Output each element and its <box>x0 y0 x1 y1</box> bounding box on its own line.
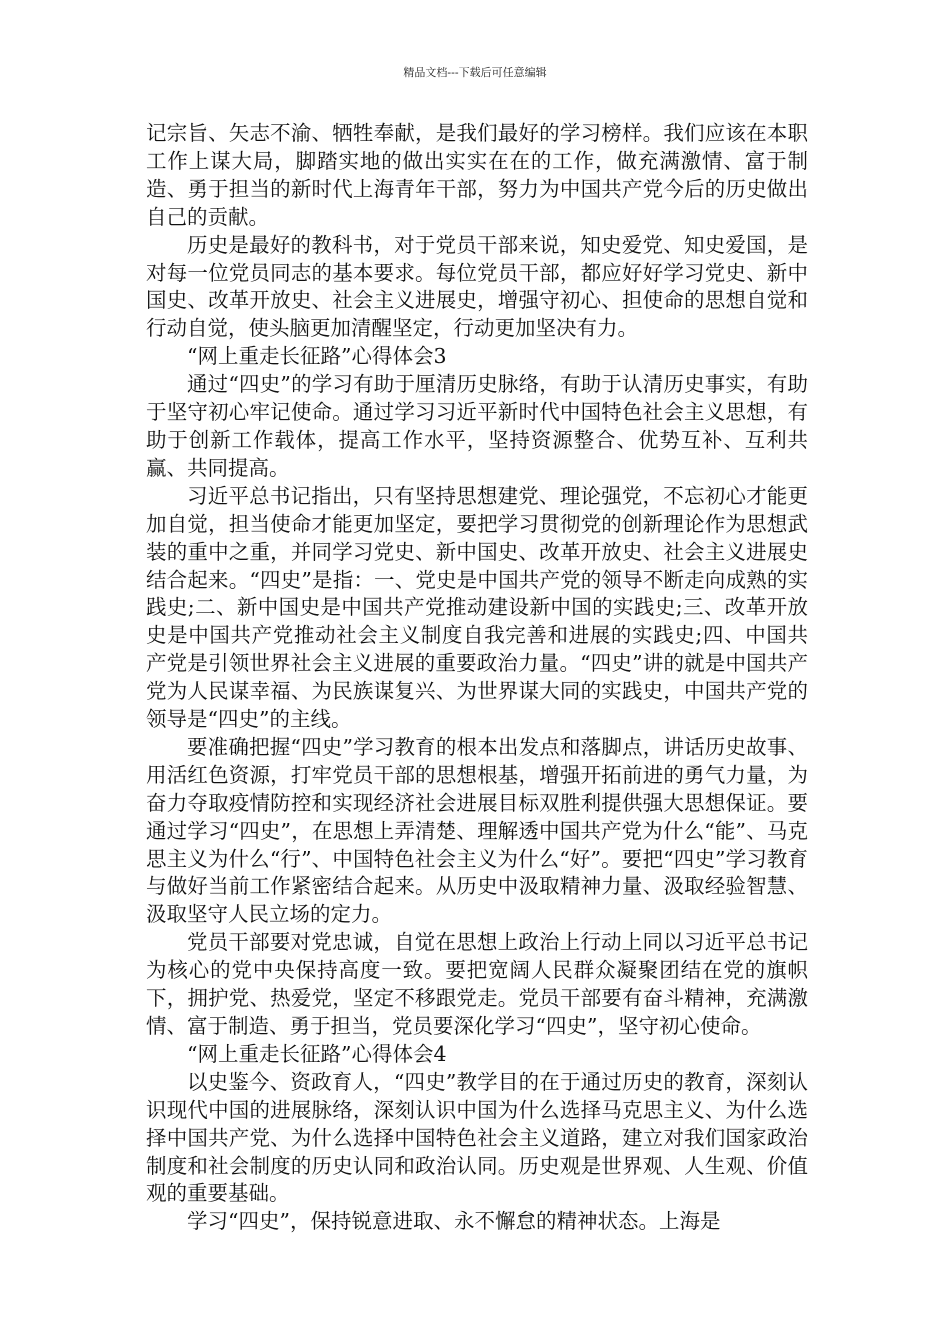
paragraph: 习近平总书记指出，只有坚持思想建党、理论强党，不忘初心才能更加自觉，担当使命才能更加坚定，要把学习贯彻党的创新理论作为思想武装的重中之重，并同学习党史、新中国史、改革开放史、社会主义进展史结合起来。“四史”是指：一、党史是中国共产党的领导不断走向成熟的实践史;二、新中国史是中国共产党推动建设新中国的实践史;三、改革开放史是中国共产党推动社会主义制度自我完善和进展的实践史;四、中国共产党是引领世界社会主义进展的重要政治力量。“四史”讲的就是中国共产党为人民谋幸福、为民族谋复兴、为世界谋大同的实践史，中国共产党的领导是“四史”的主线。 <box>146 483 808 732</box>
paragraph: 记宗旨、矢志不渝、牺牲奉献，是我们最好的学习榜样。我们应该在本职工作上谋大局，脚踏实地的做出实实在在的工作，做充满激情、富于制造、勇于担当的新时代上海青年干部，努力为中国共产党今后的历史做出自己的贡献。 <box>146 121 808 229</box>
paragraph: 以史鉴今、资政育人，“四史”教学目的在于通过历史的教育，深刻认识现代中国的进展脉络，深刻认识中国为什么选择马克思主义、为什么选择中国共产党、为什么选择中国特色社会主义道路，建立对我们国家政治制度和社会制度的历史认同和政治认同。历史观是世界观、人生观、价值观的重要基础。 <box>146 1069 808 1206</box>
document-body <box>146 120 808 1236</box>
section-heading: “网上重走长征路”心得体会3 <box>187 344 447 369</box>
paragraph: 学习“四史”，保持锐意进取、永不懈怠的精神状态。上海是 <box>187 1209 721 1234</box>
paragraph: 历史是最好的教科书，对于党员干部来说，知史爱党、知史爱国，是对每一位党员同志的基本要求。每位党员干部，都应好好学习党史、新中国史、改革开放史、社会主义进展史，增强守初心、担使命的思想自觉和行动自觉，使头脑更加清醒坚定，行动更加坚决有力。 <box>146 232 808 341</box>
page-header: 精品文档---下载后可任意编辑 <box>403 66 547 79</box>
section-heading: “网上重走长征路”心得体会4 <box>187 1041 447 1066</box>
paragraph: 要准确把握“四史”学习教育的根本出发点和落脚点，讲话历史故事、用活红色资源，打牢党员干部的思想根基，增强开拓前进的勇气力量，为奋力夺取疫情防控和实现经济社会进展目标双胜利提供强大思想保证。要通过学习“四史”，在思想上弄清楚、理解透中国共产党为什么“能”、马克思主义为什么“行”、中国特色社会主义为什么“好”。要把“四史”学习教育与做好当前工作紧密结合起来。从历史中汲取精神力量、汲取经验智慧、汲取坚守人民立场的定力。 <box>146 734 808 927</box>
paragraph: 通过“四史”的学习有助于厘清历史脉络，有助于认清历史事实，有助于坚守初心牢记使命。通过学习习近平新时代中国特色社会主义思想，有助于创新工作载体，提高工作水平，坚持资源整合、优势互补、互利共赢、共同提高。 <box>146 372 808 480</box>
paragraph: 党员干部要对党忠诚，自觉在思想上政治上行动上同以习近平总书记为核心的党中央保持高度一致。要把宽阔人民群众凝聚团结在党的旗帜下，拥护党、热爱党，坚定不移跟党走。党员干部要有奋斗精神，充满激情、富于制造、勇于担当，党员要深化学习“四史”，坚守初心使命。 <box>146 930 808 1038</box>
